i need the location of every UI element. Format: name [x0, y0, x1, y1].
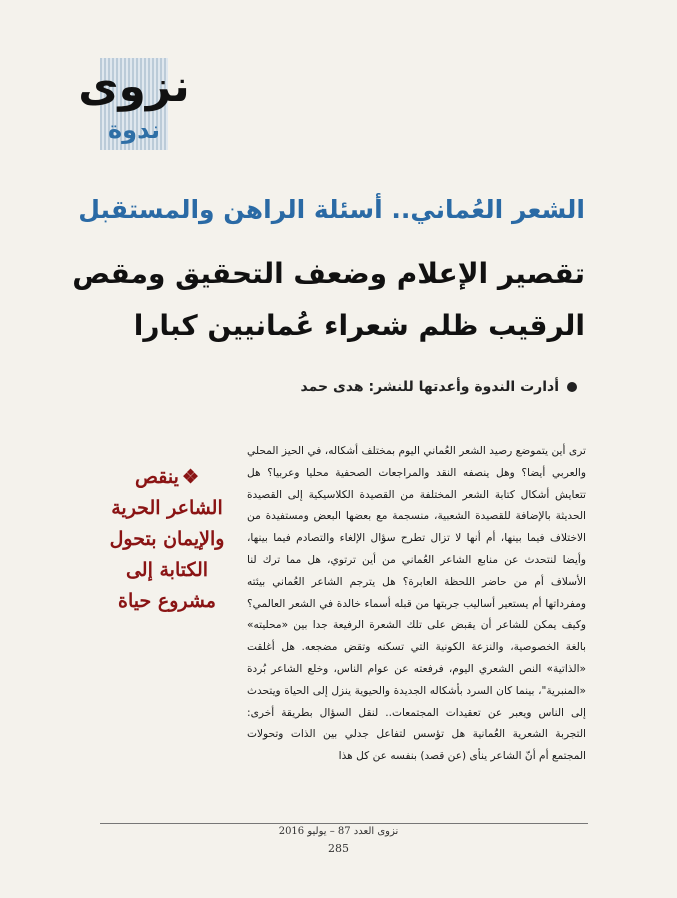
article-byline — [117, 379, 577, 395]
footer-divider — [100, 823, 588, 824]
byline-text: أدارت الندوة وأعدتها للنشر: هدى حمد — [300, 379, 559, 395]
page-number: 285 — [328, 842, 349, 855]
pull-quote — [104, 462, 230, 617]
pull-quote-text: ينقص الشاعر الحرية والإيمان بتحول الكتابة إلى مشروع حياة — [109, 466, 225, 612]
logo-mark: نزوى — [78, 61, 190, 112]
article-kicker: الشعر العُماني.. أسئلة الراهن والمستقبل — [78, 195, 585, 224]
bullet-dot-icon — [567, 382, 577, 392]
section-label: ندوة — [108, 116, 160, 144]
article-body: ترى أين يتموضع رصيد الشعر العُماني اليوم بمختلف أشكاله، في الحيز المحلي والعربي أيضا؟ وهل ينصفه النقد والمراجعات الصحفية محليا وعربيا؟ هل تتعايش أشكال كتابة الشعر المختلفة من القصيدة الكلاسيكية إلى القصيدة الحديثة بالإضافة للقصيدة الشعبية، منسجمة مع بعضها البعض ومستفيدة من الاختلاف فيما بينها، أم أنها لا تزال تطرح سؤال الإلغاء والتصادم فيما بينها، وأيضا لنتحدث عن منابع الشاعر العُماني من أين ترتوي، هل مما ترك لنا الأسلاف أم من حاضر اللحظة العابرة؟ هل يترجم الشاعر العُماني بيئته ومفرداتها أم يستعير أساليب جربتها من قبله أسماء خالدة في الشعر العالمي؟ وكيف يمكن للشاعر أن يقبض على تلك الشعرة الرفيعة جدا بين «محليته» بالغة الخصوصية، والنزعة الكونية التي تسكنه وتقض مضجعه. هل أغلقت «الذاتية» النص الشعري اليوم، فرفعته عن عوام الناس، وخلع الشاعر بُردة «المنبرية"، بينما كان السرد بأشكاله الجديدة والحيوية ينزل إلى الحياة ويتحدث إلى الناس ويعبر عن تعقيدات المجتمعات.. لنقل السؤال بطريقة أخرى: التجربة الشعرية العُمانية هل تؤسس لتفاعل جدلي بين الذات وتحولات المجتمع أم أنّ الشاعر ينأى (عن قصد) بنفسه عن كل هذا — [247, 445, 586, 763]
magazine-logo — [78, 58, 190, 150]
article-headline: تقصير الإعلام وضعف التحقيق ومقص الرقيب ظلم شعراء عُمانيين كبارا — [72, 257, 585, 342]
footer-issue-info: نزوى العدد 87 – يوليو 2016 — [278, 826, 399, 837]
diamond-bullet-icon: ❖ — [181, 466, 199, 488]
